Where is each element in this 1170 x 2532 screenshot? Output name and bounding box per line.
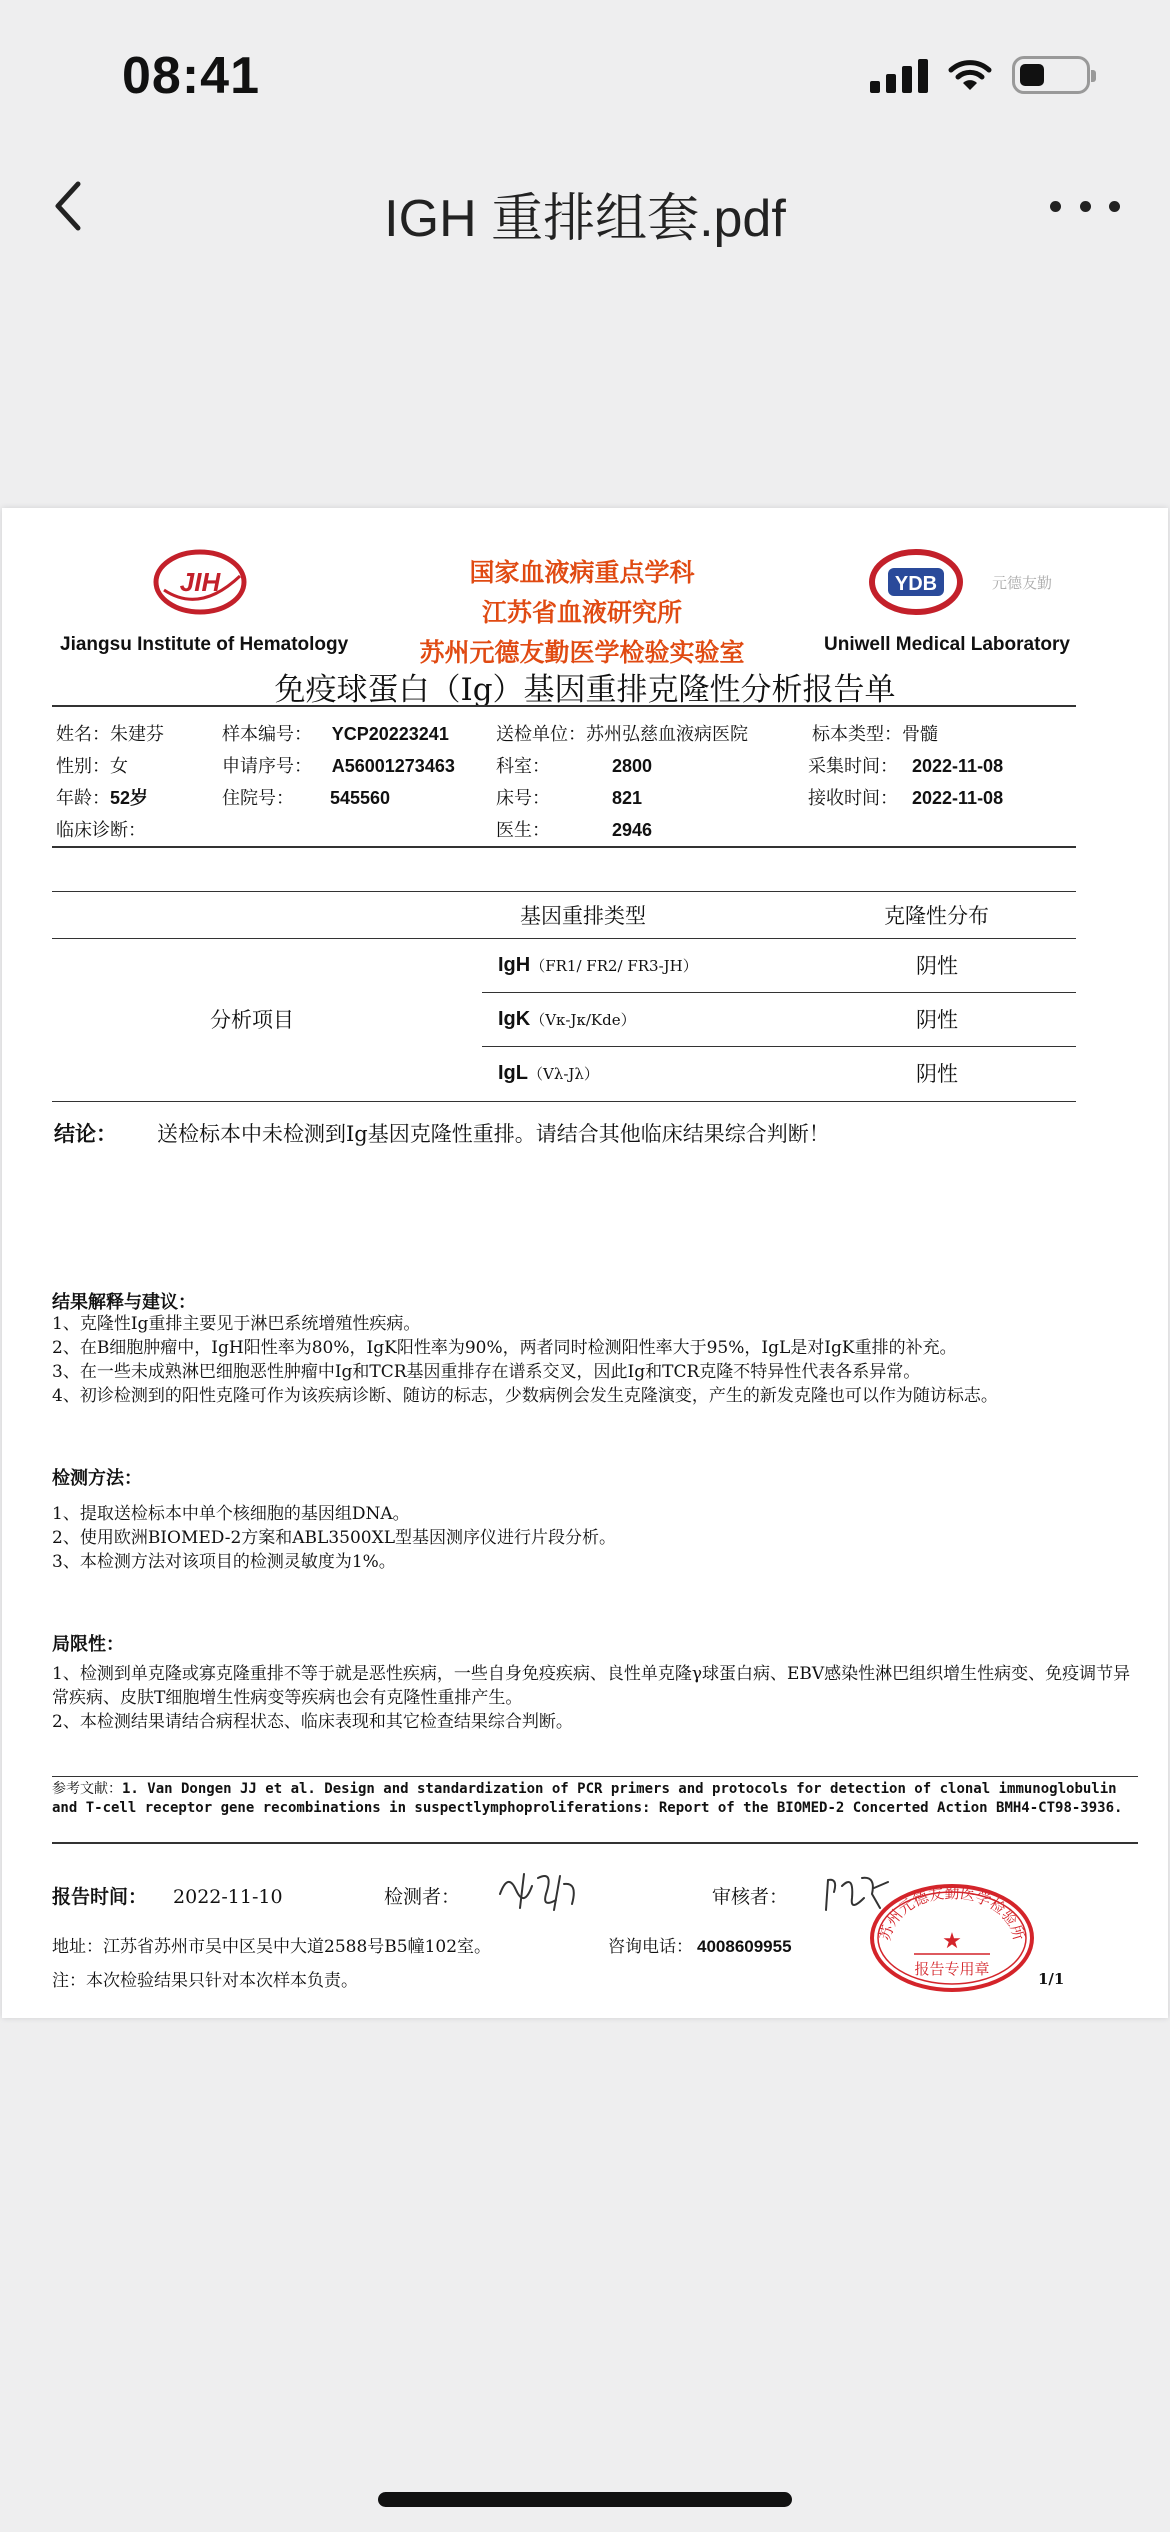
table-row: IgH（FR1/ FR2/ FR3-JH） bbox=[498, 954, 698, 976]
method-line: 1、提取送检标本中单个核细胞的基因组DNA。 bbox=[52, 1504, 410, 1524]
svg-text:报告专用章: 报告专用章 bbox=[914, 1960, 990, 1978]
info-divider bbox=[52, 846, 1076, 848]
svg-text:YDB: YDB bbox=[894, 573, 938, 595]
interpretation-line: 1、克隆性Ig重排主要见于淋巴系统增殖性疾病。 bbox=[52, 1314, 421, 1334]
status-icons bbox=[870, 56, 1090, 94]
page-number: 1/1 bbox=[1038, 1970, 1065, 1988]
reference-bottom-line bbox=[52, 1842, 1138, 1844]
jih-logo bbox=[152, 544, 248, 620]
svg-text:JIH: JIH bbox=[179, 567, 221, 597]
interpretation-line: 4、初诊检测到的阳性克隆可作为该疾病诊断、随访的标志，少数病例会发生克隆演变，产生的新发克隆也可以作为随访标志。 bbox=[52, 1386, 998, 1406]
interpretation-title: 结果解释与建议： bbox=[52, 1292, 196, 1313]
method-line: 3、本检测方法对该项目的检测灵敏度为1%。 bbox=[52, 1552, 396, 1572]
table-top-line bbox=[52, 891, 1076, 892]
address: 地址：江苏省苏州市吴中区吴中大道2588号B5幢102室。 bbox=[52, 1937, 492, 1957]
table-row: IgK（Vκ-Jκ/Kde） bbox=[498, 1008, 636, 1030]
official-seal bbox=[868, 1882, 1036, 1994]
sample-number: 样本编号： YCP20223241 bbox=[222, 724, 449, 745]
header-line-1: 国家血液病重点学科 bbox=[469, 558, 695, 587]
tester-signature bbox=[494, 1864, 584, 1918]
conclusion-label: 结论： bbox=[54, 1121, 117, 1146]
col-header-type: 基因重排类型 bbox=[520, 904, 646, 928]
status-bar bbox=[0, 0, 1170, 150]
logo-right-caption: 元德友勤 bbox=[992, 574, 1053, 592]
report-title: 免疫球蛋白（Ig）基因重排克隆性分析报告单 bbox=[274, 672, 896, 708]
sample-type: 标本类型：骨髓 bbox=[812, 724, 938, 745]
nav-bar bbox=[0, 150, 1170, 260]
svg-text:★: ★ bbox=[942, 1929, 962, 1954]
row-divider bbox=[482, 1046, 1076, 1047]
pdf-page[interactable] bbox=[2, 508, 1168, 2018]
battery-icon bbox=[1012, 56, 1090, 94]
document-title: IGH 重排组套.pdf bbox=[384, 190, 786, 248]
col-header-distribution: 克隆性分布 bbox=[884, 904, 989, 928]
clinical-diagnosis: 临床诊断： bbox=[56, 820, 146, 841]
status-time: 08:41 bbox=[122, 47, 260, 105]
home-indicator[interactable] bbox=[378, 2492, 792, 2507]
header-line-3: 苏州元德友勤医学检验实验室 bbox=[419, 638, 745, 667]
apply-number: 申请序号： A56001273463 bbox=[222, 756, 455, 777]
receive-time: 接收时间： 2022-11-08 bbox=[808, 788, 1004, 809]
method-line: 2、使用欧洲BIOMED-2方案和ABL3500XL型基因测序仪进行片段分析。 bbox=[52, 1528, 616, 1548]
conclusion-text: 送检标本中未检测到Ig基因克隆性重排。请结合其他临床结果综合判断！ bbox=[157, 1122, 830, 1146]
table-header-line bbox=[52, 938, 1076, 939]
collect-time: 采集时间： 2022-11-08 bbox=[808, 756, 1004, 777]
cellular-signal-icon bbox=[870, 57, 928, 93]
reference-top-line bbox=[52, 1776, 1138, 1777]
result-igl: 阴性 bbox=[916, 1062, 958, 1086]
title-divider bbox=[52, 705, 1076, 707]
interpretation-line: 2、在B细胞肿瘤中，IgH阳性率为80%，IgK阳性率为90%，两者同时检测阳性率大于95%，IgL是对IgK重排的补充。 bbox=[52, 1338, 957, 1358]
row-divider bbox=[482, 992, 1076, 993]
interpretation-line: 3、在一些未成熟淋巴细胞恶性肿瘤中Ig和TCR基因重排存在谱系交叉，因此Ig和TCR克隆不特异性代表各系异常。 bbox=[52, 1362, 921, 1382]
limitation-line: 2、本检测结果请结合病程状态、临床表现和其它检查结果综合判断。 bbox=[52, 1712, 573, 1732]
ydb-logo bbox=[868, 544, 964, 620]
limitations-title: 局限性： bbox=[52, 1634, 124, 1655]
patient-age: 年龄：52岁 bbox=[56, 788, 149, 809]
wifi-icon bbox=[948, 58, 992, 92]
footer-note: 注：本次检验结果只针对本次样本负责。 bbox=[52, 1971, 358, 1991]
limitation-line: 1、检测到单克隆或寡克隆重排不等于就是恶性疾病，一些自身免疫疾病、良性单克隆γ球蛋白病、EBV感染性淋巴组织增生性病变、免疫调节异常疾病、皮肤T细胞增生性病变等疾病也会有克隆性重排产生。 bbox=[52, 1664, 1131, 1708]
phone: 咨询电话： 4008609955 bbox=[608, 1937, 792, 1957]
row-label-analysis: 分析项目 bbox=[210, 1008, 294, 1032]
institute-name-right: Uniwell Medical Laboratory bbox=[824, 634, 1070, 655]
table-bottom-line bbox=[52, 1101, 1076, 1102]
result-igh: 阴性 bbox=[916, 954, 958, 978]
patient-name: 姓名：朱建芬 bbox=[56, 724, 164, 745]
department: 科室： 2800 bbox=[496, 756, 653, 777]
patient-gender: 性别：女 bbox=[56, 756, 128, 777]
bed-number: 床号： 821 bbox=[496, 788, 643, 809]
report-time: 报告时间： 2022-11-10 bbox=[52, 1886, 283, 1908]
table-row: IgL（Vλ-Jλ） bbox=[498, 1062, 599, 1084]
hospital-number: 住院号： 545560 bbox=[222, 788, 391, 809]
tester-label: 检测者： bbox=[384, 1886, 461, 1908]
header-line-2: 江苏省血液研究所 bbox=[481, 598, 682, 627]
conclusion bbox=[54, 1118, 830, 1148]
reviewer-label: 审核者： bbox=[712, 1886, 789, 1908]
doctor: 医生： 2946 bbox=[496, 820, 653, 841]
more-options-icon[interactable] bbox=[1050, 188, 1120, 224]
sender-unit: 送检单位：苏州弘慈血液病医院 bbox=[496, 724, 748, 745]
result-igk: 阴性 bbox=[916, 1008, 958, 1032]
svg-text:苏州元德友勤医学检验所: 苏州元德友勤医学检验所 bbox=[875, 1884, 1029, 1943]
institute-name-left: Jiangsu Institute of Hematology bbox=[60, 634, 349, 655]
method-title: 检测方法： bbox=[52, 1468, 142, 1489]
reference: 参考文献：1. Van Dongen JJ et al. Design and standardization of PCR primers and protocols for detection of clonal immunoglobulin and T-cell receptor gene recombinations in suspectlymphoproliferations: Report of the BIOMED-2 Concerted Action BMH4-CT98-3936. bbox=[52, 1781, 1123, 1816]
header-institutions bbox=[382, 553, 782, 673]
